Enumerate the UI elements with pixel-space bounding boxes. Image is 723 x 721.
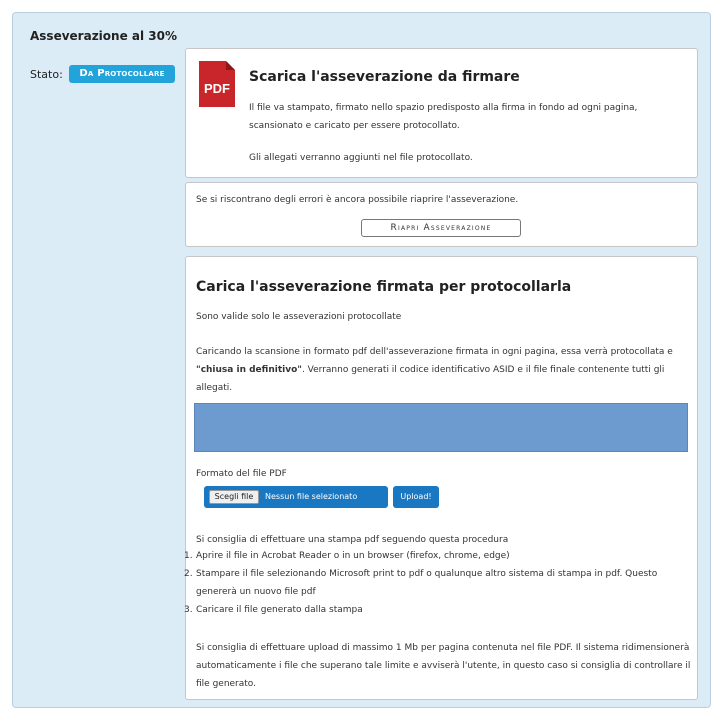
step-number: 2. [184, 569, 193, 579]
reopen-text: Se si riscontrano degli errori è ancora possibile riaprire l'asseverazione. [196, 195, 519, 205]
attachments-note: Gli allegati verranno aggiunti nel file protocollato. [249, 153, 473, 163]
procedure-list [186, 547, 696, 619]
choose-file-button[interactable]: Scegli file [209, 490, 259, 504]
reopen-panel [185, 182, 698, 247]
upload-note: Sono valide solo le asseverazioni protocollate [196, 312, 402, 322]
pdf-icon-label: PDF [204, 81, 230, 96]
step-text: Caricare il file generato dalla stampa [196, 605, 363, 615]
download-panel [185, 48, 698, 178]
format-label: Formato del file PDF [196, 469, 287, 479]
upload-description-end: . Verranno generati il codice identificativo ASID e il file finale contenente tutti gli allegati. [196, 365, 665, 393]
step-number: 3. [184, 605, 193, 615]
download-title[interactable]: Scarica l'asseverazione da firmare [249, 69, 520, 85]
step-text: Aprire il file in Acrobat Reader o in un browser (firefox, chrome, edge) [196, 551, 510, 561]
procedure-step [186, 565, 696, 601]
no-file-text: Nessun file selezionato [265, 492, 358, 501]
upload-button[interactable]: Upload! [393, 486, 439, 508]
drop-zone[interactable] [194, 403, 688, 452]
upload-description-start: Caricando la scansione in formato pdf dell'asseverazione firmata in ogni pagina, essa verrà protocollata e [196, 347, 673, 357]
download-instructions: Il file va stampato, firmato nello spazio predisposto alla firma in fondo ad ogni pagina, scansionato e caricato per essere protocollato. [249, 103, 638, 131]
asseverazione-container [12, 12, 711, 708]
upload-title: Carica l'asseverazione firmata per protocollarla [196, 279, 572, 295]
upload-panel [185, 256, 698, 700]
reopen-button[interactable]: Riapri Asseverazione [361, 219, 521, 237]
procedure-step [186, 601, 696, 619]
file-input[interactable] [204, 486, 388, 508]
upload-description [196, 343, 686, 397]
step-text: Stampare il file selezionando Microsoft print to pdf o qualunque altro sistema di stampa in pdf. Questo genererà un nuovo file pdf [196, 569, 658, 597]
step-number: 1. [184, 551, 193, 561]
page-title: Asseverazione al 30% [30, 29, 177, 43]
pdf-icon[interactable] [199, 61, 235, 107]
procedure-step [186, 547, 696, 565]
upload-size-note: Si consiglia di effettuare upload di massimo 1 Mb per pagina contenuta nel file PDF. Il sistema ridimensionerà automaticamente i file che superano tale limite e avviserà l'utente, in questo caso si consiglia di controllare il file generato. [196, 643, 691, 689]
status-label: Stato: [30, 68, 63, 81]
upload-description-bold: "chiusa in definitivo" [196, 365, 302, 375]
procedure-intro: Si consiglia di effettuare una stampa pdf seguendo questa procedura [196, 535, 509, 545]
status-badge: Da Protocollare [69, 65, 175, 83]
